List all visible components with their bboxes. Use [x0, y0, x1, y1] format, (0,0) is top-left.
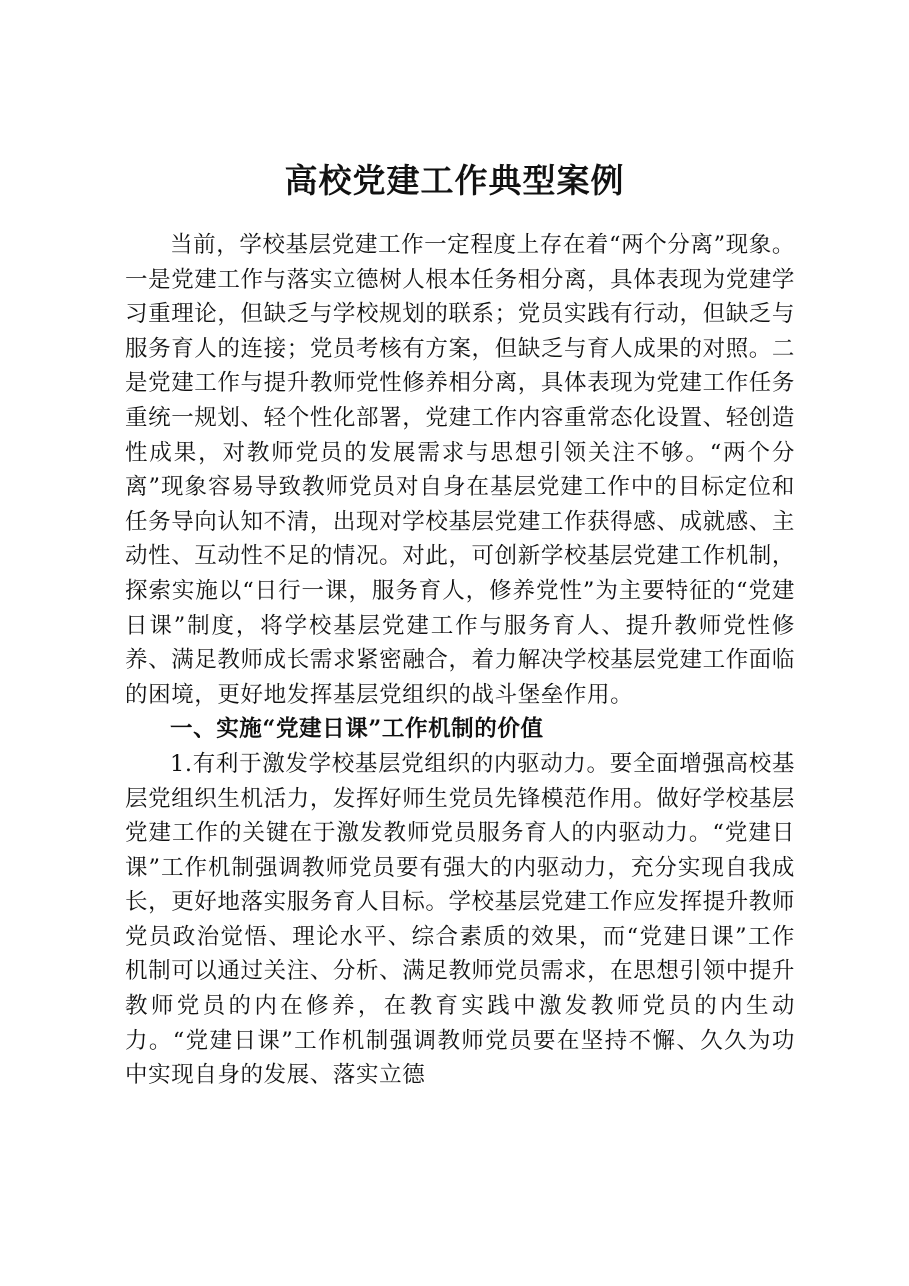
- section-heading: 一、实施“党建日课”工作机制的价值: [170, 716, 544, 743]
- section-paragraph: 1.有利于激发学校基层党组织的内驱动力。要全面增强高校基层党组织生机活力，发挥好师生党员先锋模范作用。做好学校基层党建工作的关键在于激发教师党员服务育人的内驱动力。“党建日课”工作机制强调教师党员要有强大的内驱动力，充分实现自我成长，更好地落实服务育人目标。学校基层党建工作应发挥提升教师党员政治觉悟、理论水平、综合素质的效果，而“党建日课”工作机制可以通过关注、分析、满足教师党员需求，在思想引领中提升教师党员的内在修养，在教育实践中激发教师党员的内生动力。“党建日课”工作机制强调教师党员要在坚持不懈、久久为功中实现自身的发展、落实立德: [125, 750, 795, 1089]
- document-title: 高校党建工作典型案例: [284, 161, 625, 200]
- document-body: [125, 228, 795, 1093]
- intro-paragraph: 当前，学校基层党建工作一定程度上存在着“两个分离”现象。一是党建工作与落实立德树人根本任务相分离，具体表现为党建学习重理论，但缺乏与学校规划的联系；党员实践有行动，但缺乏与服务育人的连接；党员考核有方案，但缺乏与育人成果的对照。二是党建工作与提升教师党性修养相分离，具体表现为党建工作任务重统一规划、轻个性化部署，党建工作内容重常态化设置、轻创造性成果，对教师党员的发展需求与思想引领关注不够。“两个分离”现象容易导致教师党员对自身在基层党建工作中的目标定位和任务导向认知不清，出现对学校基层党建工作获得感、成就感、主动性、互动性不足的情况。对此，可创新学校基层党建工作机制，探索实施以“日行一课，服务育人，修养党性”为主要特征的“党建日课”制度，将学校基层党建工作与服务育人、提升教师党性修养、满足教师成长需求紧密融合，着力解决学校基层党建工作面临的困境，更好地发挥基层党组织的战斗堡垒作用。: [125, 232, 795, 708]
